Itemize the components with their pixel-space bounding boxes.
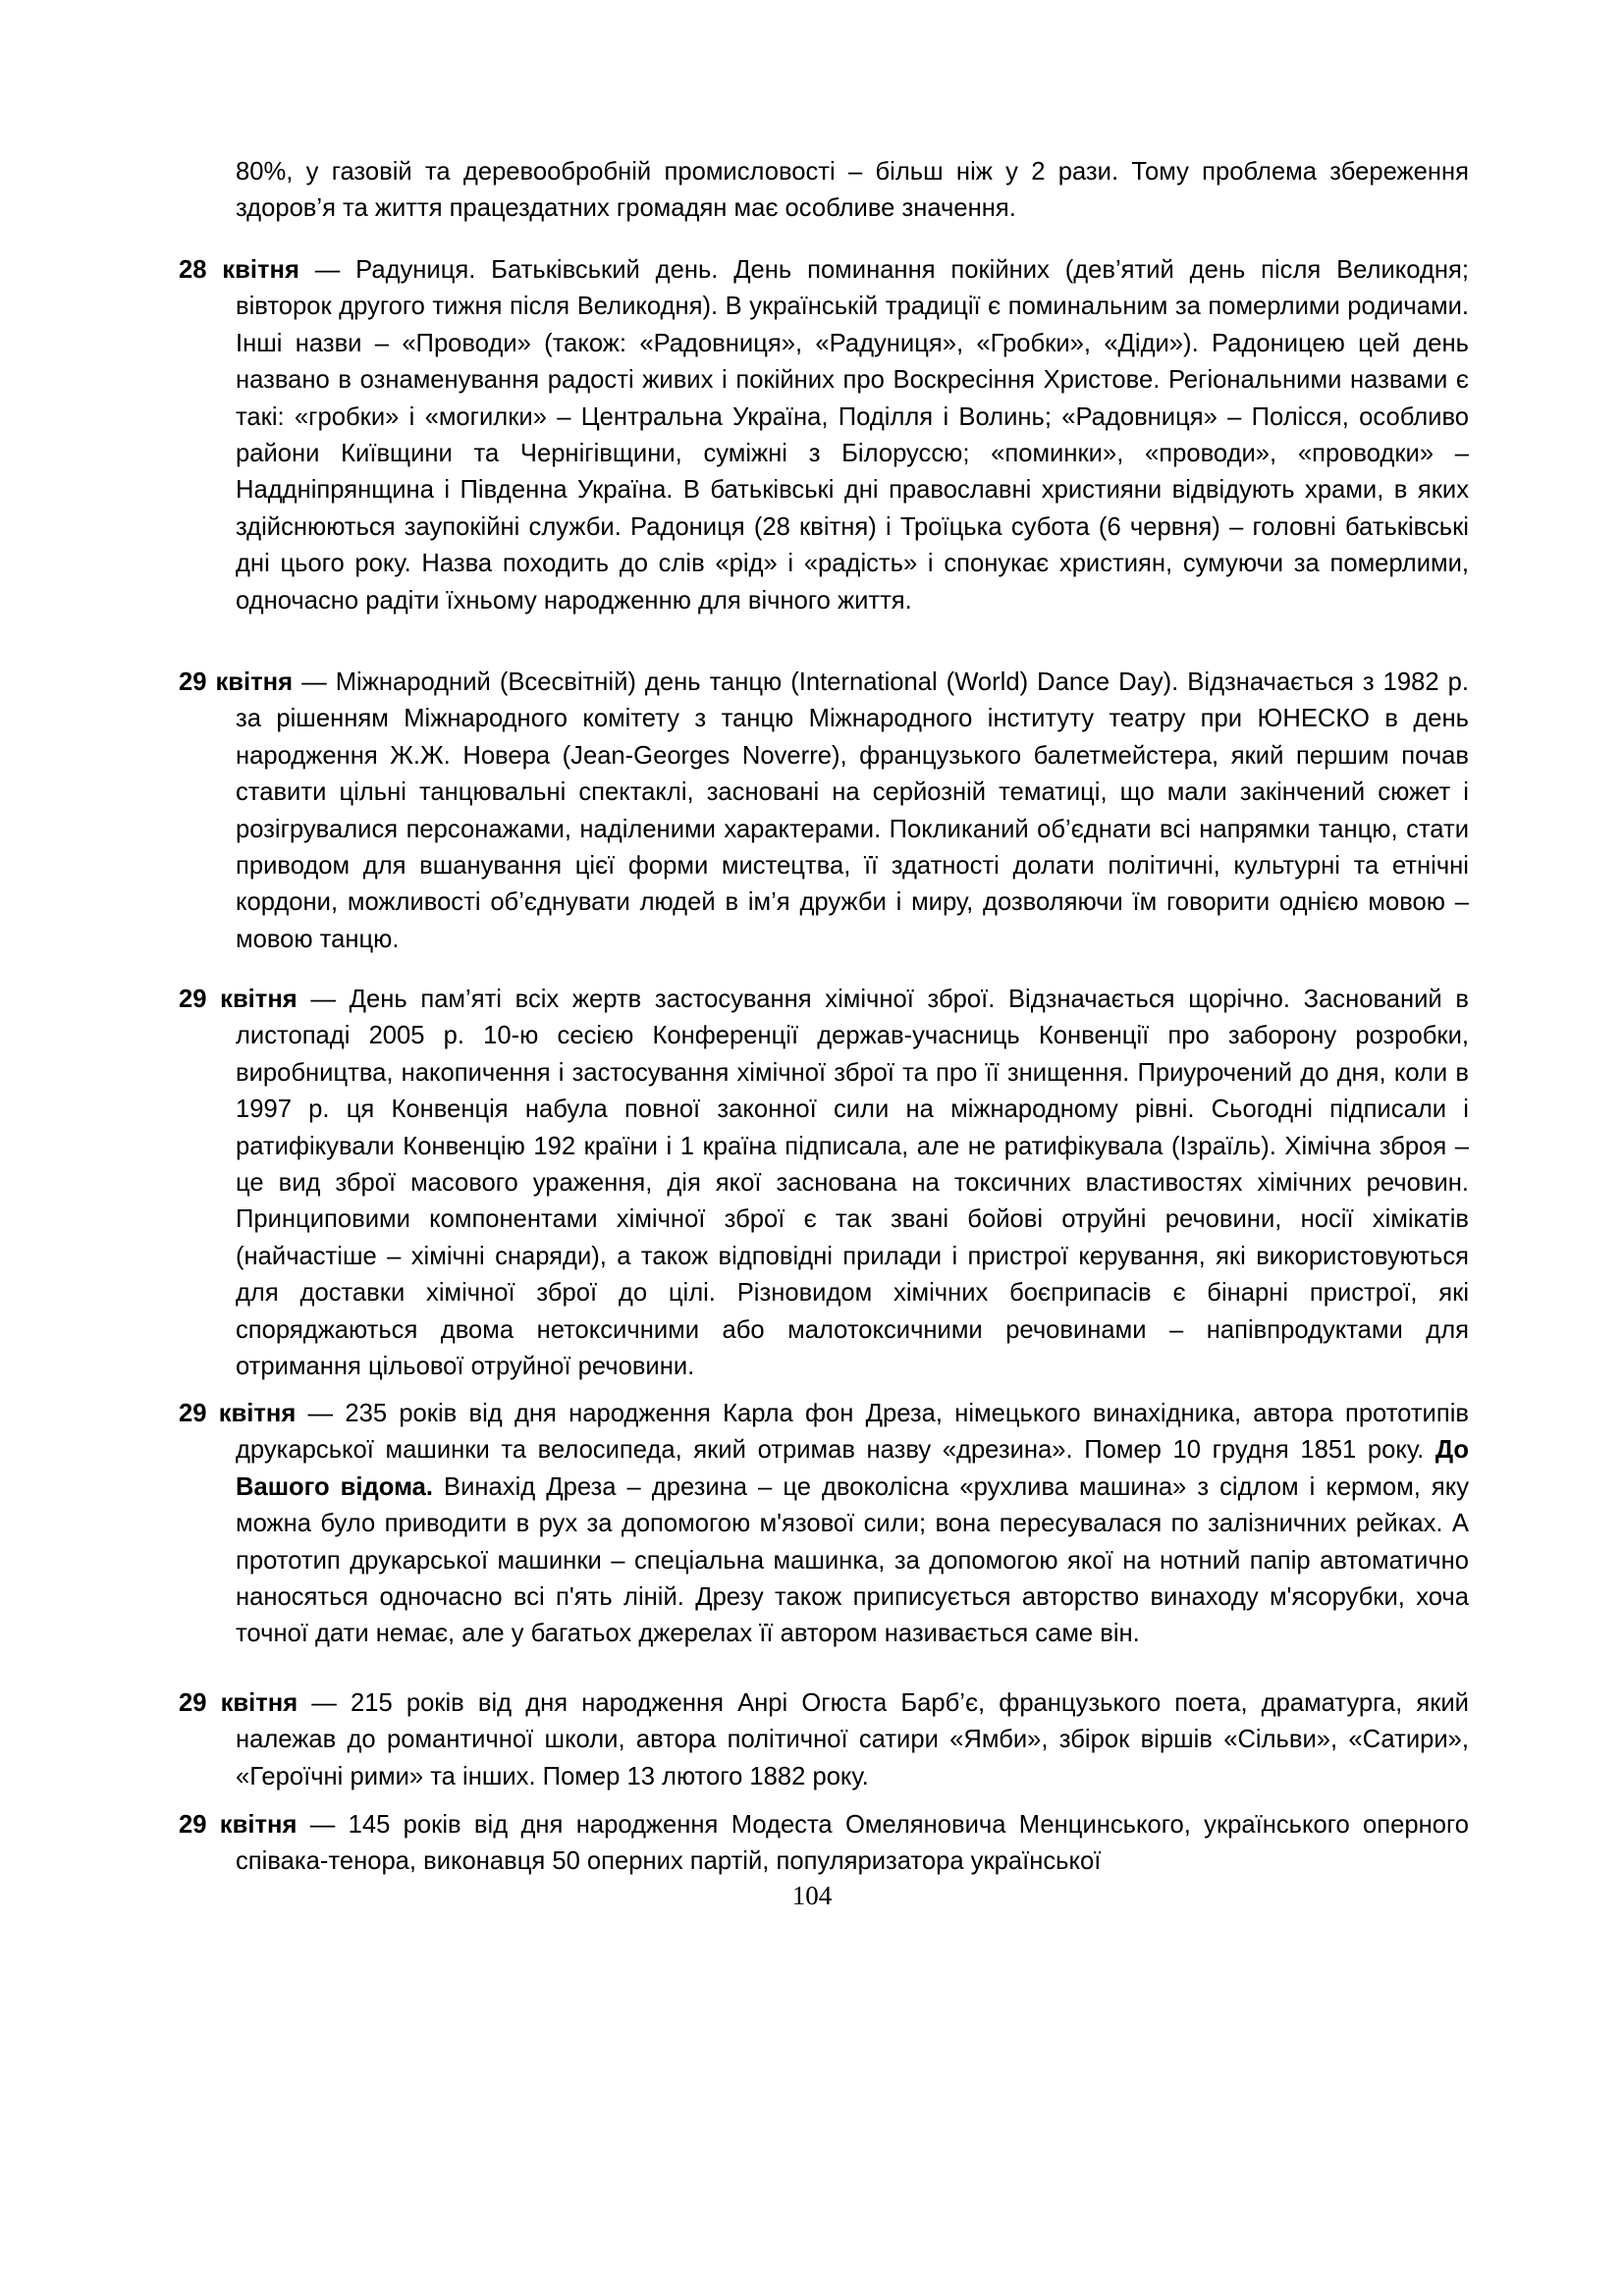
- entry-text: — Радуниця. Батьківський день. День поминання покійних (дев’ятий день після Великодня; вівторок другого тижня після Великодня). В українській традиції є поминальним за померлими родичами. Інші назви – «Проводи» (також: «Радовниця», «Радуниця», «Гробки», «Діди»). Радоницею цей день названо в ознаменування радості живих і покійних про Воскресіння Христове. Регіональними назвами є такі: «гробки» і «могилки» – Центральна Україна, Поділля і Волинь; «Радовниця» – Полісся, особливо райони Київщини та Чернігівщини, суміжні з Білоруссю; «поминки», «проводи», «проводки» – Наддніпрянщина і Південна Україна. В батьківські дні православні християни відвідують храми, в яких здійснюються заупокійні служби. Радониця (28 квітня) і Троїцька субота (6 червня) – головні батьківські дні цього року. Назва походить до слів «рід» і «радість» і спонукає християн, сумуючи за померлими, одночасно радіти їхньому народженню для вічного життя.: [236, 256, 1469, 614]
- entry-text-after: Винахід Дреза – дрезина – це двоколісна «рухлива машина» з сідлом і кермом, яку можна було приводити в рух за допомогою м'язової сили; вона пересувалася по залізничних рейках. А прототип друкарської машинки – спеціальна машинка, за допомогою якої на нотний папір автоматично наносяться одночасно всі п'ять ліній. Дрезу також приписується авторство винаходу м'ясорубки, хоча точної дати немає, але у багатьох джерелах її автором називається саме він.: [236, 1472, 1470, 1648]
- entry-radunytsia: [179, 252, 1469, 619]
- entry-date: 29 квітня: [179, 986, 298, 1013]
- entry-karl-drais: [179, 1396, 1469, 1653]
- entry-text: — Міжнародний (Всесвітній) день танцю (International (World) Dance Day). Відзначається з 1982 р. за рішенням Міжнародного комітету з танцю Міжнародного інституту театру при ЮНЕСКО в день народження Ж.Ж. Новера (Jean-Georges Noverre), французького балетмейстера, який першим почав ставити цільні танцювальні спектаклі, засновані на серйозній тематиці, що мали закінчений сюжет і розігрувалися персонажами, наділеними характерами. Покликаний об’єднати всі напрямки танцю, стати приводом для вшанування цієї форми мистецтва, її здатності долати політичні, культурні та етнічні кордони, можливості об’єднувати людей в ім’я дружби і миру, дозволяючи їм говорити однією мовою – мовою танцю.: [236, 668, 1469, 953]
- entry-date: 29 квітня: [179, 1811, 298, 1839]
- entry-note-bold: До Вашого відома.: [236, 1436, 1469, 1501]
- entry-dance-day: [179, 665, 1469, 958]
- entry-text: — День пам’яті всіх жертв застосування хімічної зброї. Відзначається щорічно. Заснований в листопаді 2005 р. 10-ю сесією Конференції держав-учасниць Конвенції про заборону розробки, виробництва, накопичення і застосування хімічної зброї та про її знищення. Приурочений до дня, коли в 1997 р. ця Конвенція набула повної законної сили на міжнародному рівні. Сьогодні підписали і ратифікували Конвенцію 192 країни і 1 країна підписала, але не ратифікувала (Ізраїль). Хімічна зброя – це вид зброї масового ураження, дія якої заснована на токсичних властивостях хімічних речовин. Принциповими компонентами хімічної зброї є так звані бойові отруйні речовини, носії хімікатів (найчастіше – хімічні снаряди), а також відповідні прилади і пристрої керування, які використовуються для доставки хімічної зброї до цілі. Різновидом хімічних боєприпасів є бінарні пристрої, які споряджаються двома нетоксичними або малотоксичними речовинами – напівпродуктами для отримання цільової отруйної речовини.: [236, 986, 1469, 1381]
- entry-text: — 235 років від дня народження Карла фон Дреза, німецького винахідника, автора прототипів друкарської машинки та велосипеда, який отримав назву «дрезина». Помер 10 грудня 1851 року.: [236, 1400, 1469, 1465]
- entry-date: 29 квітня: [179, 1689, 298, 1717]
- entry-modest-mentsynskyi: [179, 1807, 1469, 1881]
- page-number: 104: [791, 1881, 833, 1910]
- entry-date: 29 квітня: [179, 668, 294, 696]
- entry-text: — 215 років від дня народження Анрі Огюста Барб’є, французького поета, драматурга, який належав до романтичної школи, автора політичної сатири «Ямби», збірок віршів «Сільви», «Сатири», «Героїчні рими» та інших. Помер 13 лютого 1882 року.: [236, 1689, 1469, 1790]
- entry-chemical-weapons-day: [179, 982, 1469, 1385]
- entry-date: 29 квітня: [179, 1400, 297, 1427]
- entry-date: 28 квітня: [179, 256, 299, 284]
- intro-paragraph: 80%, у газовій та деревообробній промисловості – більш ніж у 2 рази. Тому проблема збереження здоров’я та життя працездатних громадян має особливе значення.: [236, 158, 1469, 223]
- entry-text: — 145 років від дня народження Модеста Омеляновича Менцинського, українського оперного співака-тенора, виконавця 50 оперних партій, популяризатора української: [236, 1811, 1469, 1876]
- entry-auguste-barbier: [179, 1685, 1469, 1795]
